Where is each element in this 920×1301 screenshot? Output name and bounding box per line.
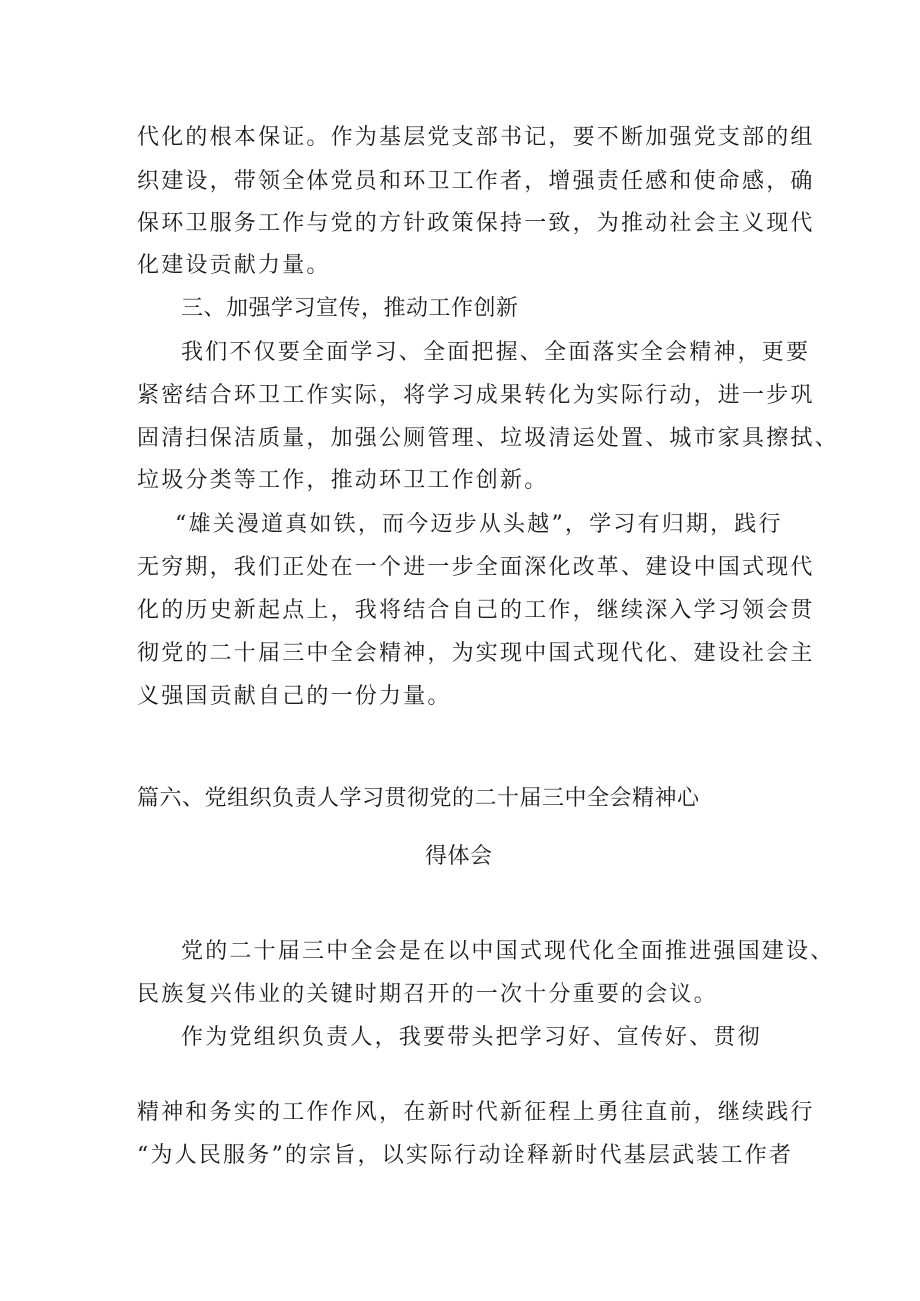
paragraph-line: 固清扫保洁质量，加强公厕管理、垃圾清运处置、城市家具擦拭、 [137, 426, 839, 451]
paragraph-line: “为人民服务”的宗旨，以实际行动诠释新时代基层武装工作者 [137, 1143, 794, 1168]
paragraph-line: 义强国贡献自己的一份力量。 [137, 684, 452, 709]
paragraph-line: 彻党的二十届三中全会精神，为实现中国式现代化、建设社会主 [137, 641, 815, 666]
paragraph-line: 精神和务实的工作作风，在新时代新征程上勇往直前，继续践行 [137, 1100, 815, 1125]
paragraph-line: 化建设贡献力量。 [137, 253, 331, 278]
paragraph-line: 无穷期，我们正处在一个进一步全面深化改革、建设中国式现代 [137, 555, 815, 580]
paragraph-line: 保环卫服务工作与党的方针政策保持一致，为推动社会主义现代 [137, 211, 815, 236]
section-heading: 三、加强学习宣传，推动工作创新 [181, 296, 519, 321]
paragraph-line: “雄关漫道真如铁，而今迈步从头越”，学习有归期，践行 [175, 512, 783, 537]
paragraph-line: 民族复兴伟业的关键时期召开的一次十分重要的会议。 [137, 982, 718, 1007]
paragraph-line: 垃圾分类等工作，推动环卫工作创新。 [137, 468, 549, 493]
paragraph-line: 代化的根本保证。作为基层党支部书记，要不断加强党支部的组 [137, 125, 815, 150]
paragraph-line: 织建设，带领全体党员和环卫工作者，增强责任感和使命感，确 [137, 169, 815, 194]
paragraph-line: 紧密结合环卫工作实际，将学习成果转化为实际行动，进一步巩 [137, 383, 815, 408]
article-title-continued: 得体会 [425, 844, 493, 869]
paragraph-line: 作为党组织负责人，我要带头把学习好、宣传好、贯彻 [181, 1025, 762, 1050]
paragraph-line: 化的历史新起点上，我将结合自己的工作，继续深入学习领会贯 [137, 598, 815, 623]
article-title: 篇六、党组织负责人学习贯彻党的二十届三中全会精神心 [137, 786, 700, 811]
paragraph-line: 我们不仅要全面学习、全面把握、全面落实全会精神，更要 [181, 340, 811, 365]
paragraph-line: 党的二十届三中全会是在以中国式现代化全面推进强国建设、 [181, 939, 835, 964]
